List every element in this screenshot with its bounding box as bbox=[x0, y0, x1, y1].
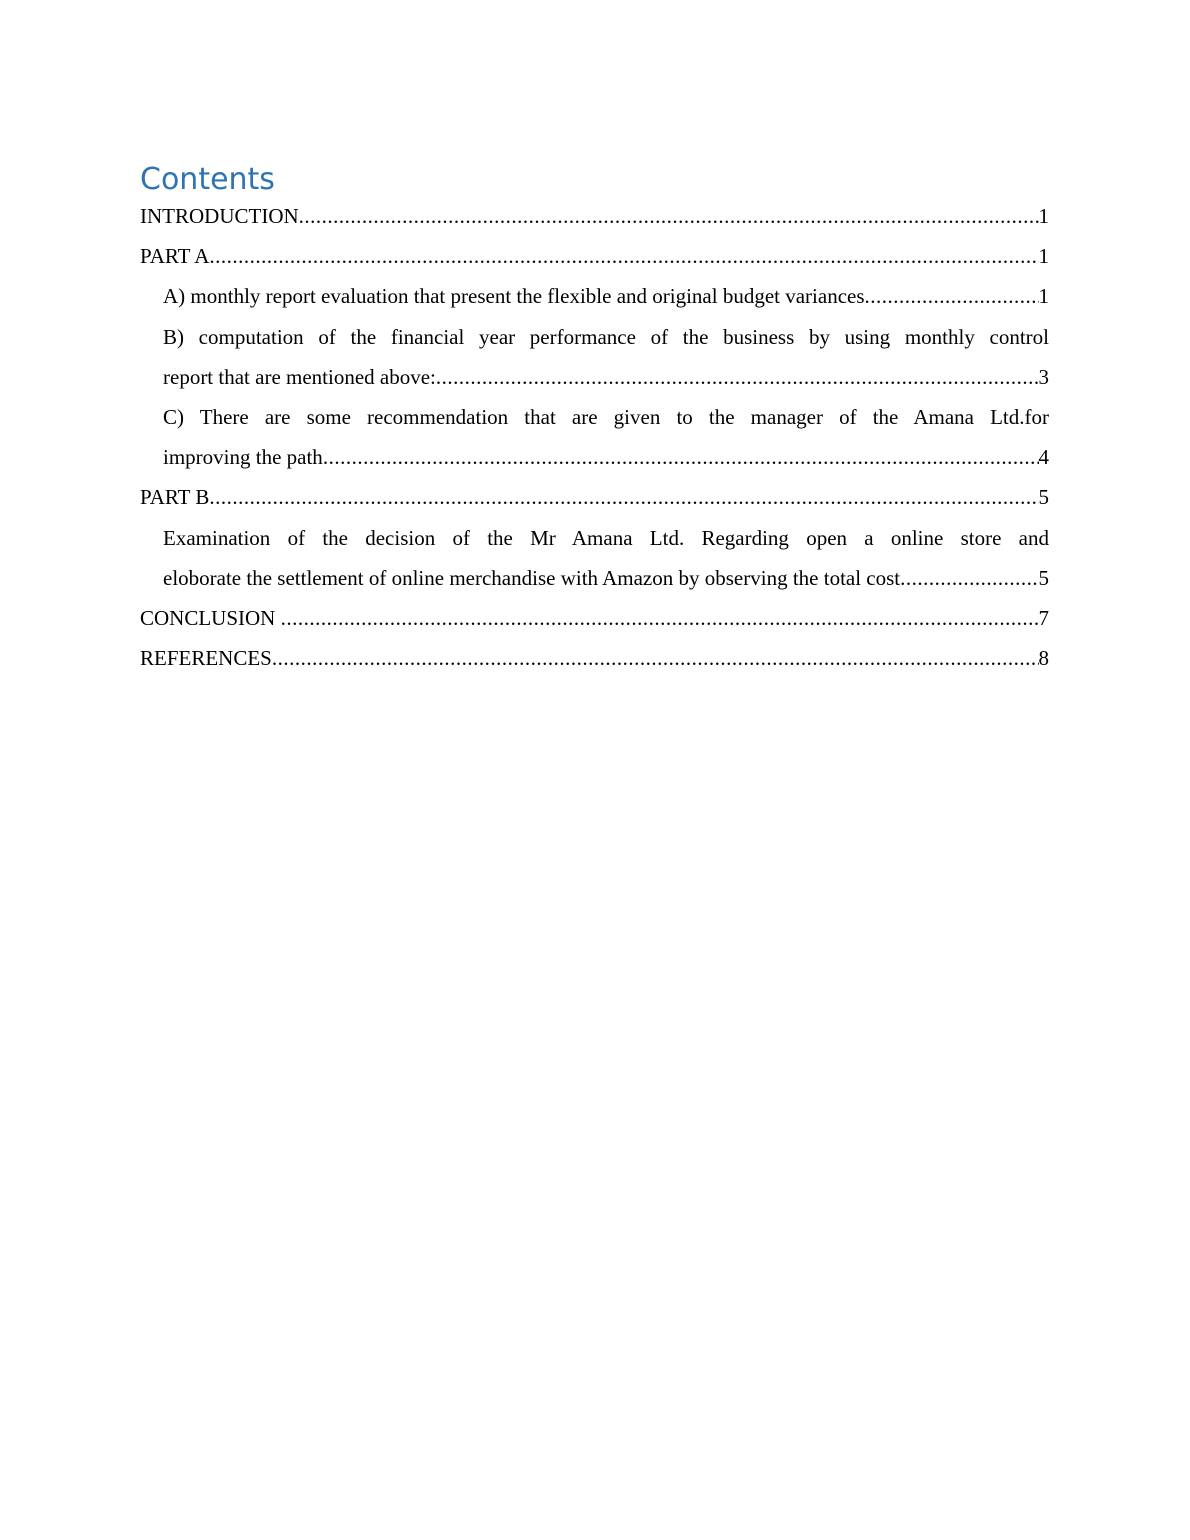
dot-leader bbox=[209, 477, 1038, 517]
toc-entry-title-line-1: Examination of the decision of the Mr Amana Ltd. Regarding open a online store and bbox=[163, 525, 1049, 550]
toc-entry-title: REFERENCES bbox=[140, 646, 272, 671]
toc-line bbox=[140, 598, 1049, 638]
toc-entry-title-line-2: eloborate the settlement of online merchandise with Amazon by observing the total cost bbox=[163, 565, 901, 590]
toc-line bbox=[163, 276, 1049, 316]
toc-line bbox=[140, 638, 1049, 678]
toc-line bbox=[163, 437, 1049, 477]
toc-entry-title-line-2: report that are mentioned above: bbox=[163, 364, 436, 389]
dot-leader bbox=[281, 598, 1039, 638]
toc-entry-part-a-section-a[interactable] bbox=[140, 276, 1049, 316]
table-of-contents bbox=[140, 196, 1049, 678]
toc-entry-conclusion[interactable] bbox=[140, 598, 1049, 638]
dot-leader bbox=[436, 357, 1039, 397]
toc-entry-part-b[interactable] bbox=[140, 477, 1049, 517]
dot-leader bbox=[900, 558, 1038, 598]
toc-page-number: 4 bbox=[1038, 445, 1049, 470]
toc-page-number: 7 bbox=[1038, 606, 1049, 631]
toc-entry-title-line-1: C) There are some recommendation that are given to the manager of the Amana Ltd.for bbox=[163, 405, 1049, 430]
toc-entry-title: PART A bbox=[140, 244, 210, 269]
toc-entry-title-line-1: B) computation of the financial year performance of the business by using monthly control bbox=[163, 324, 1049, 349]
toc-line bbox=[163, 397, 1049, 437]
toc-entry-title: A) monthly report evaluation that present the flexible and original budget variances bbox=[163, 284, 865, 309]
toc-line bbox=[163, 518, 1049, 558]
toc-entry-part-a[interactable] bbox=[140, 236, 1049, 276]
toc-line bbox=[163, 357, 1049, 397]
toc-entry-title: INTRODUCTION bbox=[140, 204, 299, 228]
dot-leader bbox=[299, 196, 1039, 236]
toc-page-number: 1 bbox=[1038, 244, 1049, 269]
toc-line bbox=[140, 236, 1049, 276]
dot-leader bbox=[272, 638, 1039, 678]
toc-entry-title-line-2: improving the path bbox=[163, 445, 323, 470]
toc-page-number: 8 bbox=[1038, 646, 1049, 671]
toc-entry-introduction[interactable] bbox=[140, 196, 1049, 236]
toc-entry-title: CONCLUSION bbox=[140, 606, 281, 631]
dot-leader bbox=[323, 437, 1039, 477]
toc-page-number: 1 bbox=[1038, 204, 1049, 228]
toc-page-number: 5 bbox=[1038, 485, 1049, 510]
toc-line bbox=[140, 477, 1049, 517]
toc-entry-part-a-section-c[interactable] bbox=[140, 397, 1049, 477]
toc-heading: Contents bbox=[140, 162, 275, 197]
dot-leader bbox=[209, 236, 1038, 276]
toc-page-number: 1 bbox=[1038, 284, 1049, 309]
toc-entry-part-b-examination[interactable] bbox=[140, 518, 1049, 598]
dot-leader bbox=[865, 276, 1039, 316]
toc-line bbox=[163, 317, 1049, 357]
toc-line bbox=[163, 558, 1049, 598]
toc-entry-part-a-section-b[interactable] bbox=[140, 317, 1049, 397]
toc-line bbox=[140, 196, 1049, 236]
toc-page-number: 3 bbox=[1038, 364, 1049, 389]
toc-page-number: 5 bbox=[1038, 565, 1049, 590]
toc-entry-references[interactable] bbox=[140, 638, 1049, 678]
toc-entry-title: PART B bbox=[140, 485, 210, 510]
